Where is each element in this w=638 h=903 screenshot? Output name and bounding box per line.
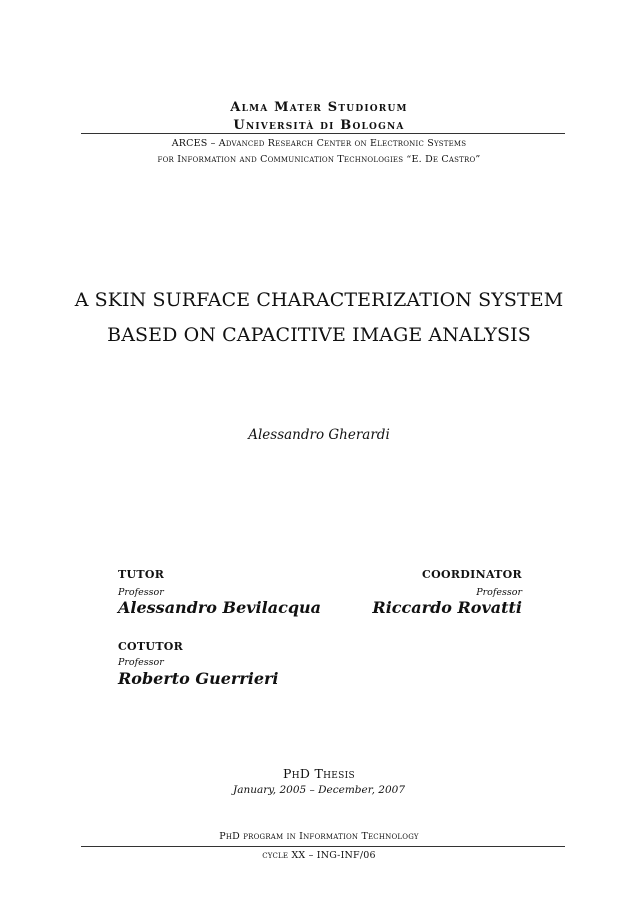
tutor-name: Alessandro Bevilacqua	[118, 598, 321, 617]
department-line2: for Information and Communication Technologies “E. De Castro”	[157, 154, 481, 165]
thesis-title-line1: A SKIN SURFACE CHARACTERIZATION SYSTEM	[74, 289, 564, 311]
department-line1: ARCES – Advanced Research Center on Electronic Systems	[171, 138, 467, 149]
coordinator-label: COORDINATOR	[422, 568, 522, 581]
thesis-title-line2: BASED ON CAPACITIVE IMAGE ANALYSIS	[107, 324, 531, 346]
university-name-line1: Alma Mater Studiorum	[230, 100, 408, 115]
program-name: PhD program in Information Technology	[219, 831, 419, 842]
thesis-dates: January, 2005 – December, 2007	[232, 784, 405, 796]
coordinator-title: Professor	[476, 587, 522, 598]
coordinator-name: Riccardo Rovatti	[372, 598, 522, 617]
program-cycle: cycle XX – ING-INF/06	[262, 850, 376, 861]
cotutor-name: Roberto Guerrieri	[118, 669, 279, 688]
footer-rule	[81, 846, 565, 847]
tutor-title: Professor	[118, 587, 164, 598]
thesis-type: PhD Thesis	[283, 766, 355, 781]
cotutor-title: Professor	[118, 657, 164, 668]
tutor-label: TUTOR	[118, 568, 165, 581]
university-name-line2: Università di Bologna	[233, 118, 405, 133]
author-name: Alessandro Gherardi	[248, 427, 390, 443]
cotutor-label: COTUTOR	[118, 640, 184, 653]
header-rule	[81, 133, 565, 134]
